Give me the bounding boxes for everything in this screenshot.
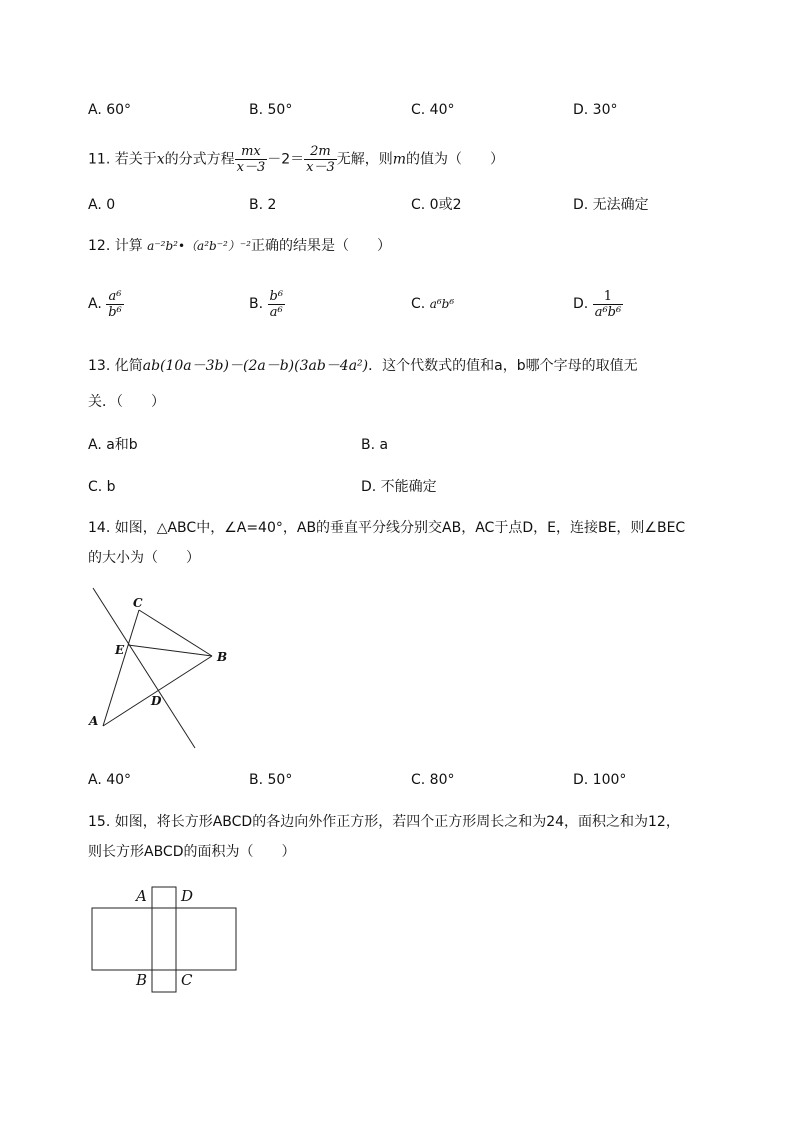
q12-d-denominator: a⁶b⁶ — [594, 304, 622, 320]
q12-option-c — [411, 286, 454, 322]
q11-option-d: D. 无法确定 — [573, 197, 649, 213]
q15-label-c: C — [181, 971, 193, 989]
q11-option-a: A. 0 — [88, 197, 116, 213]
q12-option-b — [249, 286, 285, 322]
q15-vertical-rectangle — [152, 887, 176, 992]
q14-side-ac — [103, 610, 139, 726]
q11-mid2: 无解，则 — [336, 151, 393, 168]
q11-suffix: 的值为（ ） — [406, 151, 505, 168]
q10-option-a: A. 60° — [88, 102, 132, 118]
q10-option-c: C. 40° — [411, 102, 455, 118]
q15-question-line2: 则长方形ABCD的面积为（ ） — [88, 844, 296, 860]
q14-label-e: E — [115, 643, 125, 657]
q12-option-a-fraction — [106, 289, 124, 320]
q11-frac1-denominator: x－3 — [236, 160, 266, 175]
q13-option-b: B. a — [361, 437, 389, 453]
q11-var-x: x — [156, 151, 165, 168]
q13-question-line2: 关．（ ） — [88, 394, 165, 410]
q11-mid1: 的分式方程 — [164, 151, 235, 168]
q11-frac2-denominator: x－3 — [306, 160, 335, 175]
q13-expression: ab(10a－3b)－(2a－b)(3ab－4a²) — [142, 358, 369, 374]
q15-horizontal-rectangle — [92, 908, 236, 970]
q14-label-d: D — [151, 694, 162, 708]
q11-option-b: B. 2 — [249, 197, 277, 213]
q15-label-a: A — [136, 887, 147, 905]
q12-option-c-expression: a⁶b⁶ — [429, 297, 455, 311]
q12-b-denominator: a⁶ — [269, 304, 283, 320]
q12-option-c-label: C. — [411, 296, 426, 312]
q14-label-a: A — [89, 714, 99, 728]
q12-expression: a⁻²b²•（a²b⁻²）⁻² — [147, 239, 251, 253]
q13-prefix: 13. 化简 — [88, 358, 143, 374]
q14-option-a: A. 40° — [88, 772, 132, 788]
q12-prefix: 12. 计算 — [88, 238, 143, 254]
q12-b-numerator: b⁶ — [269, 288, 284, 304]
q12-option-d — [573, 286, 623, 322]
q11-minus2: －2＝ — [267, 151, 305, 168]
q14-option-c: C. 80° — [411, 772, 455, 788]
q12-option-b-label: B. — [249, 296, 264, 312]
q14-option-d: D. 100° — [573, 772, 627, 788]
q14-question-line2: 的大小为（ ） — [88, 550, 200, 566]
q14-side-ab — [103, 656, 212, 726]
q11-frac1-numerator: mx — [235, 144, 268, 160]
q10-option-d: D. 30° — [573, 102, 618, 118]
q15-question-line1: 15. 如图，将长方形ABCD的各边向外作正方形，若四个正方形周长之和为24，面积之和为12， — [88, 814, 680, 830]
q13-option-a: A. a和b — [88, 437, 138, 453]
q13-option-d: D. 不能确定 — [361, 479, 437, 495]
q11-fraction-2 — [304, 144, 337, 175]
q11-question — [88, 144, 504, 175]
q12-a-denominator: b⁶ — [108, 304, 122, 320]
q12-option-d-fraction — [593, 289, 624, 320]
q10-option-b: B. 50° — [249, 102, 293, 118]
q11-fraction-1 — [235, 144, 268, 175]
q11-prefix: 11. 若关于 — [88, 151, 157, 168]
q14-segment-be — [128, 645, 212, 656]
q11-option-c: C. 0或2 — [411, 197, 462, 213]
q14-perpendicular-bisector — [93, 588, 195, 748]
q12-suffix: 正确的结果是（ ） — [250, 238, 391, 254]
q14-label-b: B — [217, 650, 228, 664]
q14-side-cb — [139, 610, 212, 656]
q15-label-b: B — [136, 971, 148, 989]
q12-d-numerator: 1 — [593, 289, 624, 305]
q11-var-m: m — [392, 151, 407, 168]
q14-option-b: B. 50° — [249, 772, 293, 788]
q11-frac2-numerator: 2m — [304, 144, 337, 160]
q12-question — [88, 236, 391, 256]
q12-option-a-label: A. — [88, 296, 102, 312]
q12-option-b-fraction — [268, 289, 286, 320]
q13-suffix: ．这个代数式的值和a，b哪个字母的取值无 — [368, 358, 638, 374]
q13-option-c: C. b — [88, 479, 116, 495]
q14-label-c: C — [133, 596, 143, 610]
q12-a-numerator: a⁶ — [106, 289, 124, 305]
q12-option-a — [88, 286, 124, 322]
q12-option-d-label: D. — [573, 296, 589, 312]
q15-label-d: D — [181, 887, 194, 905]
q13-question — [88, 356, 638, 376]
q14-question-line1: 14. 如图，△ABC中，∠A=40°，AB的垂直平分线分别交AB，AC于点D，E，连接BE，则∠BEC — [88, 520, 686, 536]
